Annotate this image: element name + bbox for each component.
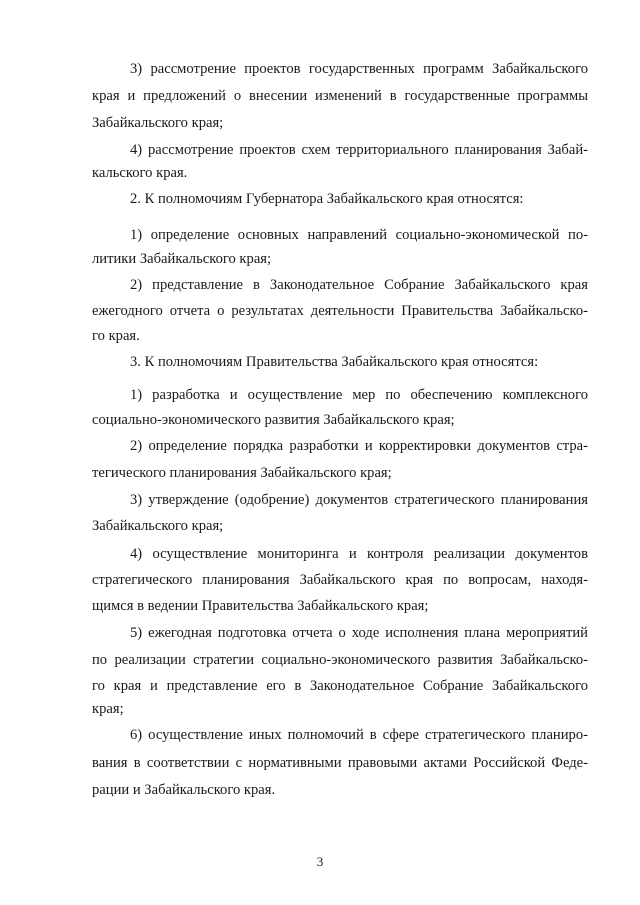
text-line: 6) осуществление иных полномочий в сфере стратегического планиро- [130,727,588,743]
text-line: по реализации стратегии социально-экономического развития Забайкальско- [92,652,588,668]
text-line: 4) осуществление мониторинга и контроля реализации документов [130,546,588,562]
text-line: го края. [92,328,140,344]
text-line: вания в соответствии с нормативными правовыми актами Российской Феде- [92,755,588,771]
text-line: 3. К полномочиям Правительства Забайкальского края относятся: [130,354,539,370]
text-line: 3) утверждение (одобрение) документов стратегического планирования [130,492,588,508]
text-line: Забайкальского края; [92,115,224,131]
text-line: кальского края. [92,165,188,181]
text-line: Забайкальского края; [92,518,224,534]
text-line: тегического планирования Забайкальского края; [92,465,392,481]
text-line: 3) рассмотрение проектов государственных программ Забайкальского [130,61,588,77]
text-line: литики Забайкальского края; [92,251,272,267]
text-line: го края и представление его в Законодательное Собрание Забайкальского [92,678,588,694]
text-line: 1) разработка и осуществление мер по обеспечению комплексного [130,387,588,403]
text-line: социально-экономического развития Забайкальского края; [92,412,455,428]
text-line: 2) представление в Законодательное Собрание Забайкальского края [130,277,588,293]
text-line: края и предложений о внесении изменений в государственные программы [92,88,588,104]
text-line: ежегодного отчета о результатах деятельности Правительства Забайкальско- [92,303,588,319]
text-line: 5) ежегодная подготовка отчета о ходе исполнения плана мероприятий [130,625,588,641]
text-line: стратегического планирования Забайкальского края по вопросам, находя- [92,572,588,588]
page-number: 3 [316,854,324,869]
text-line: рации и Забайкальского края. [92,782,276,798]
text-line: 1) определение основных направлений социально-экономической по- [130,227,588,243]
text-line: 2. К полномочиям Губернатора Забайкальского края относятся: [130,191,524,207]
text-line: 4) рассмотрение проектов схем территориального планирования Забай- [130,142,588,158]
text-line: щимся в ведении Правительства Забайкальского края; [92,598,429,614]
text-line: 2) определение порядка разработки и корректировки документов стра- [130,438,588,454]
text-line: края; [92,701,124,717]
